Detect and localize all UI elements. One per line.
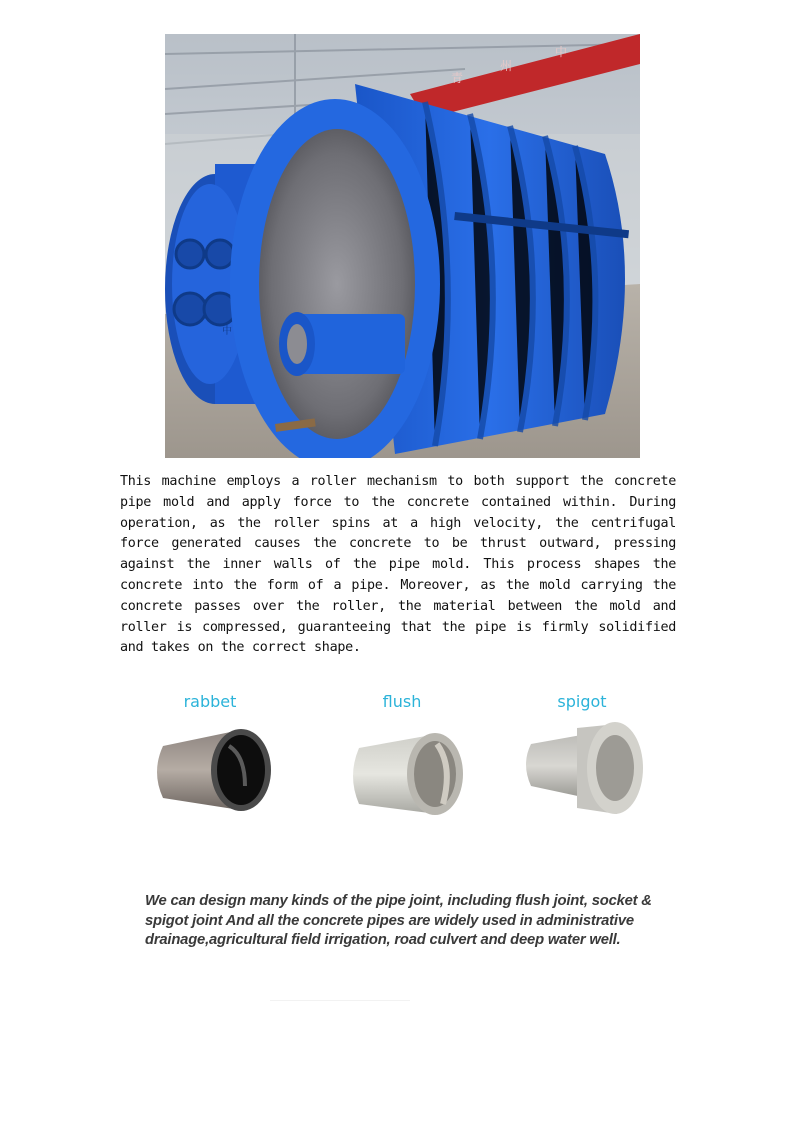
spigot-pipe-icon bbox=[517, 716, 647, 816]
rabbet-pipe-icon bbox=[145, 716, 275, 816]
joint-spigot bbox=[512, 690, 652, 840]
banner-char-3: 中 bbox=[555, 45, 568, 59]
mold-label-char: 中 bbox=[222, 326, 232, 337]
divider bbox=[270, 1000, 410, 1001]
flush-pipe-icon bbox=[337, 716, 467, 816]
banner-char-2: 州 bbox=[500, 59, 513, 73]
banner-char-1: 青 bbox=[451, 71, 464, 85]
joint-label-flush: flush bbox=[382, 692, 422, 711]
joint-rabbet bbox=[140, 690, 280, 840]
joint-flush bbox=[332, 690, 472, 840]
pipe-mold-photo bbox=[165, 34, 640, 458]
machine-description: This machine employs a roller mechanism to both support the concrete pipe mold and apply force to the concrete contained within. During operation, as the roller spins at a high velocity, the centrifugal force generated causes the concrete to be thrust outward, pressing against the inner walls of the pipe mold. This process shapes the concrete into the form of a pipe. Moreover, as the mold carrying the concrete passes over the roller, the material between the mold and roller is compressed, guaranteeing that the pipe is firmly solidified and takes on the correct shape. bbox=[120, 474, 676, 656]
joint-label-spigot: spigot bbox=[557, 692, 607, 711]
joint-label-rabbet: rabbet bbox=[183, 692, 237, 711]
pipe-joint-caption: We can design many kinds of the pipe joint, including flush joint, socket & spigot joint And all the concrete pipes are widely used in administrative drainage,agricultural field irrigation, road culvert and deep water well. bbox=[145, 893, 652, 949]
pipe-joint-types bbox=[140, 690, 660, 850]
